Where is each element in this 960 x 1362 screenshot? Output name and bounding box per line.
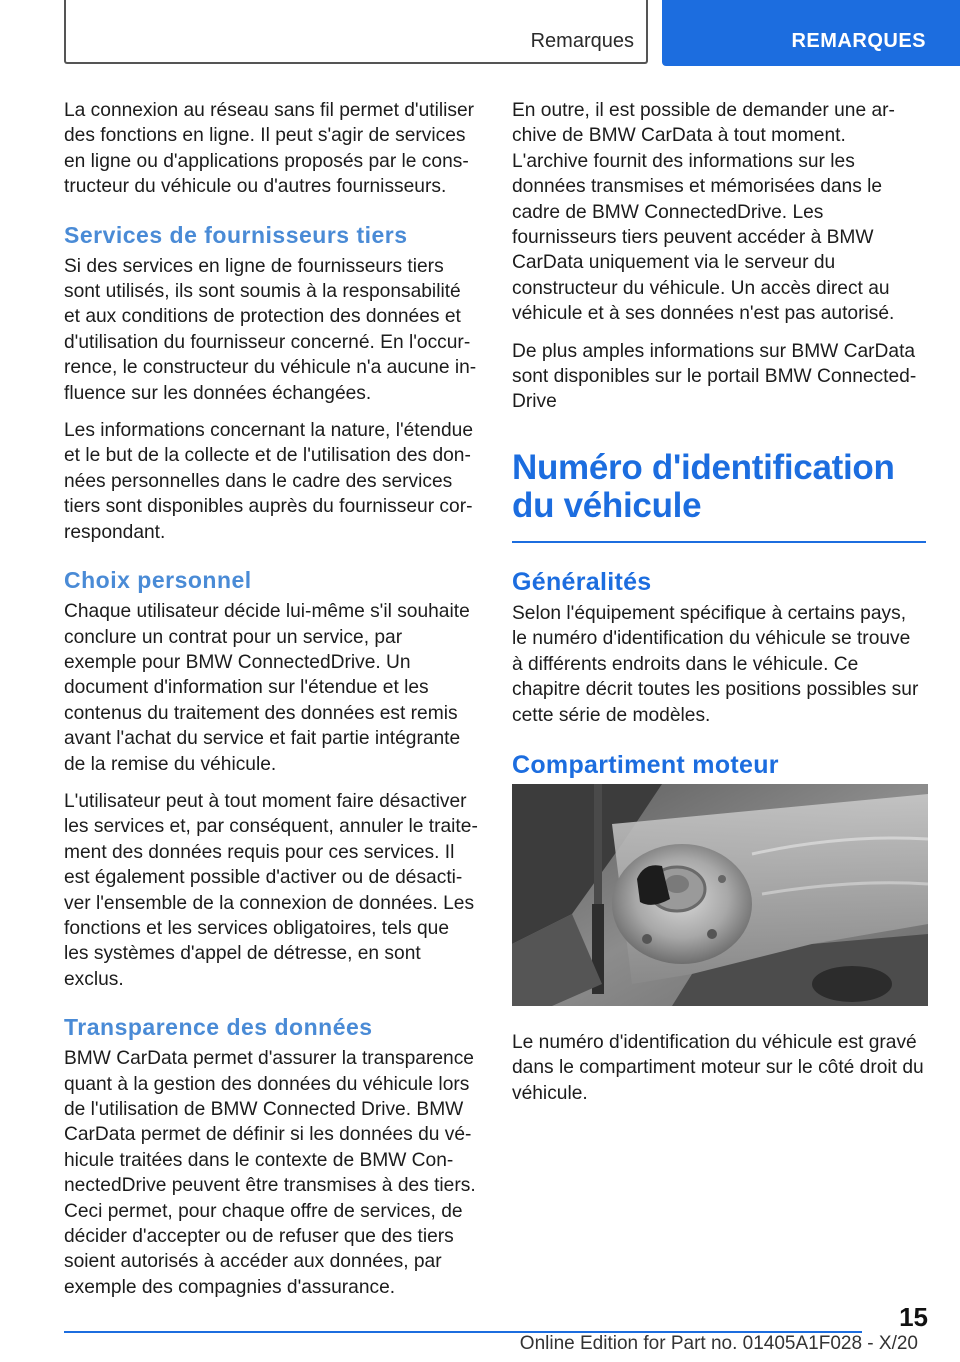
cardata-portal-paragraph: De plus amples informations sur BMW CarData sont disponibles sur le portail BMW ConnectedDrive: [512, 340, 917, 413]
engine-compartment-photo: [512, 784, 928, 1006]
header-section-title: Remarques: [530, 30, 634, 52]
personal-choice-paragraph-1: Chaque utilisateur décide lui-même s'il souhaite conclure un contrat pour un service, par exemple pour BMW ConnectedDrive. Un document d'information sur l'étendue et les contenus du traitement des données est remis avant l'achat du service et fait partie intégrante de la remise du véhicule.: [64, 601, 470, 775]
engine-compartment-heading: Compartiment moteur: [512, 750, 779, 779]
general-paragraph: Selon l'équipement spécifique à certains pays, le numéro d'identification du véhicule se trouve à différents endroits dans le véhicule. Ce chapitre décrit toutes les positions possibles sur cette série de modèles.: [512, 602, 919, 726]
header-chapter-tab-label: REMARQUES: [791, 30, 926, 52]
footer-edition-text: Online Edition for Part no. 01405A1F028 - X/20: [519, 1333, 918, 1354]
general-heading: Généralités: [512, 567, 652, 596]
personal-choice-heading: Choix personnel: [64, 567, 252, 594]
page-number: 15: [899, 1302, 928, 1332]
third-party-services-heading: Services de fournisseurs tiers: [64, 221, 408, 248]
right-column: [512, 98, 926, 1118]
chapter-divider: [512, 541, 926, 543]
data-transparency-paragraph: BMW CarData permet d'assurer la transparence quant à la gestion des données du véhicule lors de l'utilisation de BMW Connected Drive. BMW CarData permet de définir si les données du véhicule traitées dans le contexte de BMW ConnectedDrive peuvent être transmises à des tiers. Ceci permet, pour chaque offre de services, de décider d'accepter ou de refuser que des tiers soient autorisés à accéder aux données, par exemple des compagnies d'assurance.: [64, 1048, 476, 1298]
header-section-box: [64, 0, 648, 64]
header-chapter-tab[interactable]: [662, 0, 960, 66]
engine-compartment-paragraph: Le numéro d'identification du véhicule est gravé dans le compartiment moteur sur le côté droit du véhicule.: [512, 1031, 924, 1104]
third-party-services-paragraph-1: Si des services en ligne de fournisseurs tiers sont utilisés, ils sont soumis à la responsabilité et aux conditions de protection des données et d'utilisation du fournisseur concerné. En l'occurrence, le constructeur du véhicule n'a aucune influence sur les données échangées.: [64, 255, 477, 404]
left-column: [64, 98, 478, 1312]
intro-paragraph: La connexion au réseau sans fil permet d'utiliser des fonctions en ligne. Il peut s'agir de services en ligne ou d'applications proposés par le constructeur du véhicule ou d'autres fournisseurs.: [64, 100, 475, 198]
data-transparency-heading: Transparence des données: [64, 1014, 373, 1041]
third-party-services-paragraph-2: Les informations concernant la nature, l'étendue et le but de la collecte et de l'utilisation des données personnelles dans le cadre des services tiers sont disponibles auprès du fournisseur correspondant.: [64, 420, 473, 543]
personal-choice-paragraph-2: L'utilisateur peut à tout moment faire désactiver les services et, par conséquent, annuler le traitement des données requis pour ces services. Il est également possible d'activer ou de désactiver l'ensemble de la connexion de données. Les fonctions et les services obligatoires, tels que les systèmes d'appel de détresse, en sont exclus.: [64, 790, 478, 990]
cardata-archive-paragraph: En outre, il est possible de demander une archive de BMW CarData à tout moment. L'archive fournit des informations sur les données transmises et mémorisées dans le cadre de BMW ConnectedDrive. Les fournisseurs tiers peuvent accéder à BMW CarData uniquement via le serveur du constructeur du véhicule. Un accès direct au véhicule et à ses données n'est pas autorisé.: [512, 100, 895, 325]
vin-chapter-title: Numéro d'identification du véhicule: [512, 447, 895, 525]
